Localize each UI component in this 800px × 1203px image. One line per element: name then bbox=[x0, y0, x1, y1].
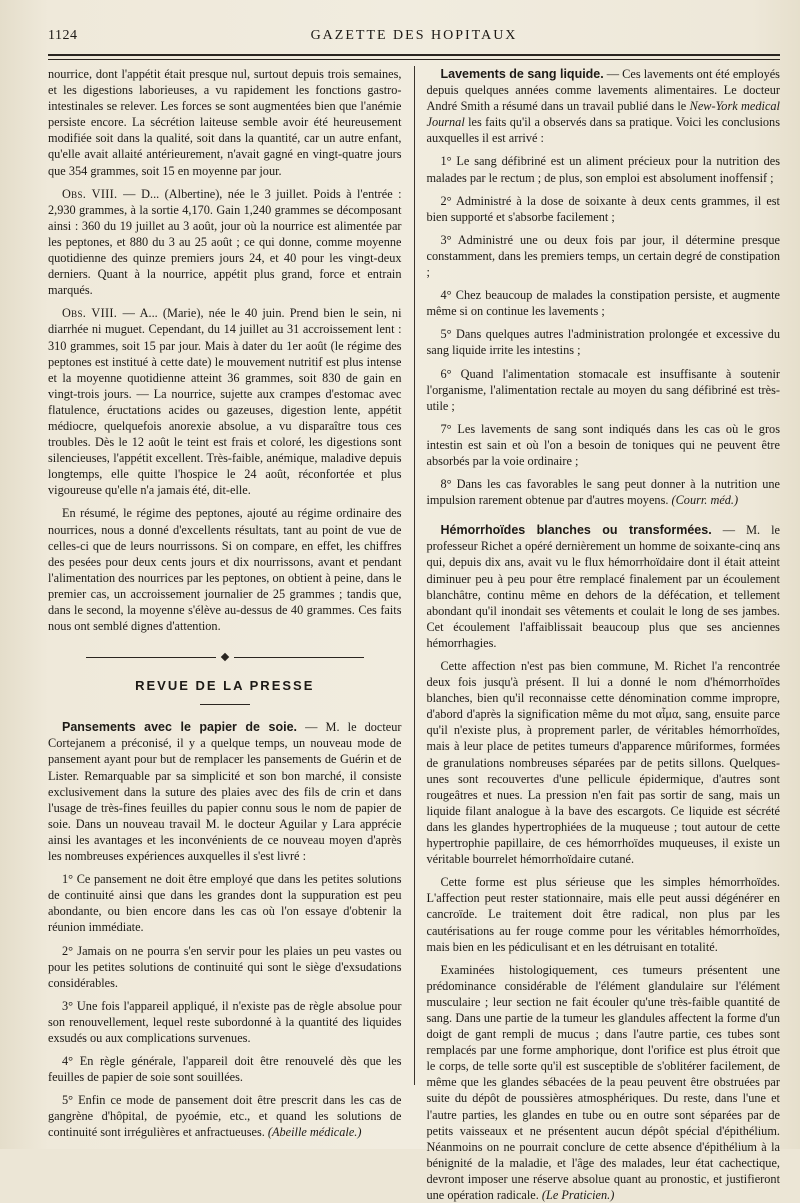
article-paragraph bbox=[426, 962, 780, 1203]
list-item: 4° En règle générale, l'appareil doit être renouvelé dès que les feuilles de papier de soie sont souillées. bbox=[48, 1054, 402, 1085]
list-item bbox=[426, 476, 780, 508]
page-number: 1124 bbox=[48, 28, 78, 43]
paragraph-text: Examinées histologiquement, ces tumeurs présentent une prédominance considérable de l'élément glandulaire sur l'élément musculaire ; leur section ne fait écouler qu'une très-faible quantité de sang. Dans une partie de la tumeur les glandules affectent la forme d'un doigt de gant rempli de mucus ; dans l'autre partie, ces tubes sont remplacés par une forme amphorique, dont l'orifice est plus étroit que le corps, de telle sorte qu'il est susceptible de s'oblitérer facilement, de même que les glandes sébacées de la peau peuvent être obstruées par suite du dépôt de poussières atmosphériques. Du reste, dans l'une et l'autre parties, les glandes en tube ou en outre sont séparées par de petits vaisseaux et ne présentent aucun dépôt spécial d'épithélium. Néanmoins on ne pourrait conclure de cette absence d'épithélium à la bénignité de la maladie, et l'âge des malades, leur état cachectique, devront imposer une réserve absolue quant au pronostic, et justifieront une opération radicale. bbox=[426, 962, 780, 1202]
list-item: 1° Le sang défibriné est un aliment précieux pour la nutrition des malades par le rectum ; de plus, son emploi est absolument inoffensif ; bbox=[426, 154, 780, 185]
observation-label: Obs. VIII. — bbox=[62, 186, 136, 201]
list-item-text: 8° Dans les cas favorables le sang peut donner à la nutrition une impulsion rarement obtenue par d'autres moyens. bbox=[426, 477, 780, 508]
observation-marie bbox=[48, 305, 402, 498]
article-paragraph: Cette affection n'est pas bien commune, M. Richet l'a rencontrée deux fois jusqu'à présent. Il lui a donné le nom d'hémorrhoïdes blanches, bien qu'il reconnaisse cette dénomination comme impropre, d'abord d'après la signification même du mot αἷμα, sang, ensuite parce qu'il n'existe plus, à proprement parler, de véritables hémorrhoïdes, mais à leur place de petites tumeurs d'apparence mûriformes, formées de granulations nombreuses séparées par de petits sillons. Quelques-unes sont recouvertes d'une pellicule épidermique, d'autres sont rougeâtres et nues. La pression n'en fait pas sortir de sang, mais un liquide filant analogue à la bave des escargots. Ce liquide est sécrété dans les glandes hypertrophiées de la muqueuse ; tout autour de cette hypertrophie papillaire, de ces hémorrhoïdes muqueuses, il existe un véritable bourrelet hémorrhoïdaire cutané. bbox=[426, 659, 780, 867]
right-column bbox=[426, 66, 780, 1202]
article-intro: — Ces lavements ont été employés depuis quelques années comme lavements alimentaires. Le docteur André Smith a résumé dans un travail publié dans le bbox=[426, 67, 780, 114]
list-item: 3° Une fois l'appareil appliqué, il n'existe pas de règle absolue pour son renouvellement, lequel reste subordonné à la quantité des liquides exsudés ou aux complications survenues. bbox=[48, 998, 402, 1045]
list-item: 5° Dans quelques autres l'administration prolongée et excessive du sang liquide irrite les intestins ; bbox=[426, 327, 780, 358]
observation-text: A... (Marie), née le 40 juin. Prend bien le sein, ni diarrhée ni muguet. Cependant, du 14 juillet au 31 accroissement lent : 310 grammes, soit 15 par jour. Mais à dater du 1er août (le régime des peptones est institué à cette date) le mouvement nutritif est plus intense et la moyenne quotidienne atteint 36 grammes, soit 830 de gain en vingt-trois jours. — La nourrice, sujette aux crampes d'estomac avec flatulence, éructations acides ou gazeuses, digestion lente, appétit médiocre, quelquefois anorexie absolue, a vu disparaître tous ces troubles. Dès le 12 août le teint est frais et coloré, les digestions sont silencieuses, l'appétit excellent. Très-faible, anémique, maladive depuis longtemps, elle quitte l'hospice le 24 août, réconfortée et plus vigoureuse qu'elle n'a jamais été, dit-elle. bbox=[48, 306, 402, 498]
list-item: 2° Administré à la dose de soixante à deux cents grammes, il est bien supporté et s'absorbe facilement ; bbox=[426, 193, 780, 224]
list-item-text: 5° Enfin ce mode de pansement doit être prescrit dans les cas de gangrène d'hôpital, de pyoémie, etc., et quand les solutions de continuité sont irrégulières et anfractueuses. bbox=[48, 1093, 402, 1140]
article-pansements bbox=[48, 719, 402, 864]
summary-paragraph: En résumé, le régime des peptones, ajouté au régime ordinaire des nourrices, nous a donné d'excellents résultats, tant au point de vue de celles-ci que de leurs nourrissons. Si on compare, en effet, les chiffres des pesées pour deux cents jours et dix nourrissons, avant et pendant l'alimentation des nourrices par les peptones, on obtient à peine, dans le premier cas, un accroissement journalier de 25 grammes ; tandis que, dans le second, la moyenne s'élève au-dessus de 40 grammes. Ces faits nous ont semblé dignes d'attention. bbox=[48, 506, 402, 634]
article-paragraph: Cette forme est plus sérieuse que les simples hémorrhoïdes. L'affection peut rester stationnaire, mais elle peut aussi dégénérer en cancroïde. Le traitement doit être radical, non plus par les cautérisations au fer rouge comme pour les véritables hémorrhoïdes, mais bien en les pédiculisant et en les détruisant en totalité. bbox=[426, 875, 780, 954]
journal-title: GAZETTE DES HOPITAUX bbox=[310, 28, 518, 43]
nourrice-paragraph: nourrice, dont l'appétit était presque nul, surtout depuis trois semaines, et les digestions laborieuses, a vu rapidement les fonctions gastro-intestinales se relever. Les forces se sont augmentées bien que l'anémie persiste encore. La sécrétion laiteuse semble avoir été heureusement modifiée soit dans la qualité, soit dans la quantité, car un autre enfant, qu'elle avait allaité antérieurement, n'avait gagné en vingt-quatre jours que 354 grammes, soit 15 en moyenne par jour. bbox=[48, 67, 402, 178]
article-intro: — M. le docteur Cortejanem a préconisé, il y a quelque temps, un nouveau mode de pansement ayant pour but de remplacer les pansements de Guérin et de Lister. Remarquable par sa simplicité et son bon marché, il consiste exclusivement dans la suture des plaies avec des fils de crin et dans l'usage de très-fines feuilles du papier connu sous le nom de papier de soie. Dans un nouveau travail M. le docteur Aguilar y Lara apprécie ainsi les avantages et les inconvénients de ce nouveau moyen d'après les nombreuses expériences auxquelles il s'est livré : bbox=[48, 720, 402, 864]
column-rule bbox=[414, 66, 415, 1085]
list-item: 4° Chez beaucoup de malades la constipation persiste, et augmente même si on continue les lavements ; bbox=[426, 288, 780, 319]
list-item: 2° Jamais on ne pourra s'en servir pour les plaies un peu vastes ou pour les petites solutions de continuité qui sont le siège d'exsudations considérables. bbox=[48, 943, 402, 990]
source-citation: (Le Praticien.) bbox=[541, 1188, 615, 1202]
observation-text: D... (Albertine), née le 3 juillet. Poids à l'entrée : 2,930 grammes, à la sortie 4,170. Gain 1,240 grammes se décomposant ainsi : 360 du 19 juillet au 3 août, jour où la nourrice est alimentée par les peptones, et 880 du 3 au 25 août ; ce qui donne, comme moyenne quotidienne des quinze premiers jours 24, et 40 pour les vingt-deux derniers. Quant à la nourrice, appétit plus grand, force et entrain marqués. bbox=[48, 186, 402, 298]
list-item: 3° Administré une ou deux fois par jour, il détermine presque constamment, dans les premiers temps, un certain degré de constipation ; bbox=[426, 232, 780, 280]
section-title: REVUE DE LA PRESSE bbox=[135, 678, 315, 694]
source-citation: (Abeille médicale.) bbox=[267, 1125, 362, 1140]
article-intro: — M. le professeur Richet a opéré dernièrement un homme de soixante-cinq ans qui, depuis dix ans, avait vu le flux hémorrhoïdaire dont il était atteint diminuer peu à peu pour être remplacé finalement par un écoulement blanchâtre, continu même en dehors de la défécation, et tellement abondant qu'il inondait ses vêtements et coulait le long de ses jambes. Cet écoulement l'affaiblissait beaucoup plus que ses anciennes hémorrhagies. bbox=[426, 523, 780, 650]
article-heading: Pansements avec le papier de soie. bbox=[62, 720, 298, 735]
list-item: 1° Ce pansement ne doit être employé que dans les petites solutions de continuité ainsi que dans les grandes dont la suppuration est peu abondante, ou bien encore dans les cas où l'on essaye d'obtenir la réunion immédiate. bbox=[48, 872, 402, 935]
list-item: 7° Les lavements de sang sont indiqués dans les cas où le gros intestin est sain et où l'on a besoin de toniques qui ne peuvent être absorbés par la voie ordinaire ; bbox=[426, 421, 780, 468]
short-divider bbox=[200, 704, 250, 705]
article-columns bbox=[48, 66, 780, 1202]
observation-albertine bbox=[48, 186, 402, 299]
journal-name: New-York medical Journal bbox=[426, 99, 780, 130]
observation-label: Obs. VIII. — bbox=[62, 306, 136, 321]
source-citation: (Courr. méd.) bbox=[671, 493, 739, 508]
ornamental-divider bbox=[48, 648, 402, 658]
list-item bbox=[48, 1092, 402, 1140]
diamond-icon bbox=[221, 653, 229, 661]
article-lavements bbox=[426, 66, 780, 146]
article-heading: Hémorrhoïdes blanches ou transformées. bbox=[440, 523, 712, 538]
article-heading: Lavements de sang liquide. bbox=[440, 67, 604, 81]
page-header bbox=[48, 28, 780, 56]
left-column bbox=[48, 66, 402, 1140]
article-hemorrhoides bbox=[426, 522, 780, 651]
list-item: 6° Quand l'alimentation stomacale est insuffisante à soutenir l'organisme, l'alimentation rectale au moyen du sang défibriné est très-utile ; bbox=[426, 366, 780, 413]
article-intro-cont: les faits qu'il a observés dans sa pratique. Voici les conclusions auxquelles il est arrivé : bbox=[426, 115, 780, 146]
